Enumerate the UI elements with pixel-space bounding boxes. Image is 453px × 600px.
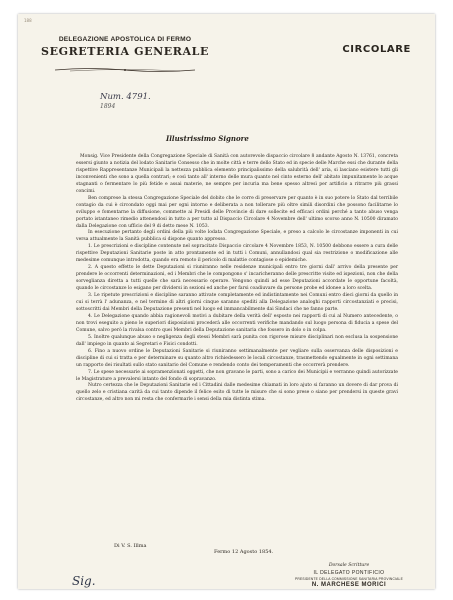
paragraph: 3. Le ripetute prescrizioni e discipline saranno attivate completamente ed indistintamente nei Comuni entro dieci giorni da quello in cui si terrà l' adunanza, e nel termine di altri giorni cinque saranno spediti alla Delegazione analoghi rapporti circostanziati e precisi, sottoscritti dai Membri della Deputazione presenti nel luogo ed immancabilmente dai Sindaci che ne fanno parte. (76, 293, 398, 312)
letter-body (76, 154, 398, 404)
signature-line-4: N. MARCHESE MORICI (311, 582, 387, 588)
place-date: Fermo 12 Agosto 1854. (214, 549, 274, 555)
closing-formula: Di V. S. Illma (114, 543, 147, 549)
salutation: Illustrissimo Signore (166, 134, 249, 143)
department-name: SEGRETERIA GENERALE (41, 45, 209, 58)
signature-block (264, 563, 434, 588)
letterhead (40, 34, 210, 77)
protocol-sub: 1894 (100, 103, 116, 110)
paragraph: Monsig. Vice Presidente della Congregazione Speciale di Sanità con autorevole dispaccio circolare 8 andante Agosto N. 13761, concreta essersi giunto a notizia del lodato Sanitario Consesso che in molte città e terre dello Stato ed in specie delle Marche essi che durante della rispettive Rappresentanze Municipali la nettezza pubblica elemento principalissimo della salubrità dell' aria, si lasciano esistere tutti gli inconvenienti che sono a quella contrari; e così tanto all' interno delle mura quanto nel cinto esterno dell' abitato impunitamente lo acque stagnanti o fermentare lo più fetide e assai materie, ne sempre per incuria ma bene spesso altresì per artificio a ritrarre più grassi concimi. (76, 154, 398, 194)
paragraph: 4. Le Delegazione quando abbia ragionevoli motivi a dubitare della verità dell' esposto nei rapporti di cui al Numero antecedente, o non trovi eseguito a pieno le superiori disposizioni procederà alle occorrenti verifiche mandando sul luogo persona di fiducia a spese del Comune, salvo però la rivalsa contro quei Membri della Deputazione sanitaria che fossero in dolo o in colpa. (76, 313, 398, 333)
handwritten-signature: Sig. (72, 574, 96, 588)
signature-line-3: PRESIDENTE DELLA COMMISSIONE SANITARIA PROVINCIALE (295, 577, 403, 581)
paragraph: 1. Le prescrizioni e discipline contenute nel sopracitato Dispaccio circolare 4 Novembre 1853, N. 10500 debbono essere a cura delle rispettive Deputazioni Sanitarie poste in atto prontamente ed in tutti i Comuni, annullandosi qual sia restrizione o modificazione alle medesime comunque introdotta, quando era remoto il pericolo di malattie contagiose o epidemiche. (76, 244, 398, 264)
paragraph: 7. Le spese necessarie ai sopramenzionati oggetti, che non gravano le parti, sono a carico dei Municipii e verranno quindi autorizzate le Magistrature a prevalersi intanto del fondo di sopravanzo. (76, 369, 398, 382)
document-page (18, 14, 435, 589)
paragraph: 5. Inoltre qualunque abuso o negligenza degli stessi Membri sarà punita con rigorose misure disciplinari non esclusa la sospensione dall' impiego in quanto ai Segretari e Fisici condotti. (76, 334, 398, 347)
signature-line-2: IL DELEGATO PONTIFICIO (313, 570, 385, 576)
paragraph: Nutro certezza che le Deputazioni Sanitarie ed i Cittadini dalle medesime chiamati in loro ajuto si faranno un dovere di dar prova di quello zelo e cristiana carità da cui tanto dipende il felice esito di tutte le misure che si sono prese o siano per prendersi in queste gravi circostanze, ed altro non mi resta che confermarle i sensi della mia distinta stima. (76, 383, 398, 403)
corner-mark: 188 (24, 18, 32, 23)
paragraph: 2. A questo effetto le dette Deputazioni si riuniranno nelle residenze municipali entro tre giorni dall' arrivo della presente per prendere le occorrenti determinazioni, ed i Membri che le compongono s' incaricheranno delle prescritte visite ed ispezioni, non che della sorveglianza diretta a tutti quelle che sarà necessario operare. Vengono quindi ad esse Deputazioni accordate le opportune facoltà, quando le circostanze lo esigano per dividersi in sezioni ed anche per farsi coadiuvare da persone probe ed idonee a loro scelta. (76, 265, 398, 292)
office-name: DELEGAZIONE APOSTOLICA DI FERMO (58, 36, 192, 43)
paragraph: 6. Fino a nuovo ordine le Deputazioni Sanitarie si riuniranno settimanalmente per vegliare sulla osservanza delle disposizioni e discipline di cui si tratta e per determinare su quanto altro richiedessero le locali circostanze, trasmettendo egualmente in ogni settimana un rapporto dei risultati sullo stato sanitario del Comune e rendendo conto dei temperamenti che occorrerà prendere. (76, 348, 398, 368)
signature-line-1: Dorsale Scritture (328, 563, 370, 568)
paragraph: Ben comprese la stessa Congregazione Speciale del dobito che le corre di preservare per quanto è in suo potere lo Stato dal terribile contagio da cui è circondato oggi mai per ogni intorno e deliberata a non tollerare più oltre simili disordini che possono facilitarne lo sviluppo e fomentarne la diffusione, commette ai Presidi delle Provincie di dare sollecite ed efficaci ordini perché a tanto abuso venga portato istantaneo rimedio attenendosi in tutto a per tutto al Dispaccio Circolare 4 Novembre dell' ultimo scorso anno N. 10500 diramato dalla Delegazione con ufficio del 9 di detto mese N. 1053. (76, 195, 398, 229)
document-type: CIRCOLARE (342, 44, 411, 55)
protocol-number: Num. 4791. (100, 92, 151, 102)
ornament-rule-icon (50, 67, 200, 73)
paragraph: In esecuzione pertanto degli ordini della più volte lodata Congregazione Speciale, e preso a calcolo le circostanze imponenti in cui versa attualmente la Sanità pubblica si dispone quanto appresso. (76, 230, 398, 243)
